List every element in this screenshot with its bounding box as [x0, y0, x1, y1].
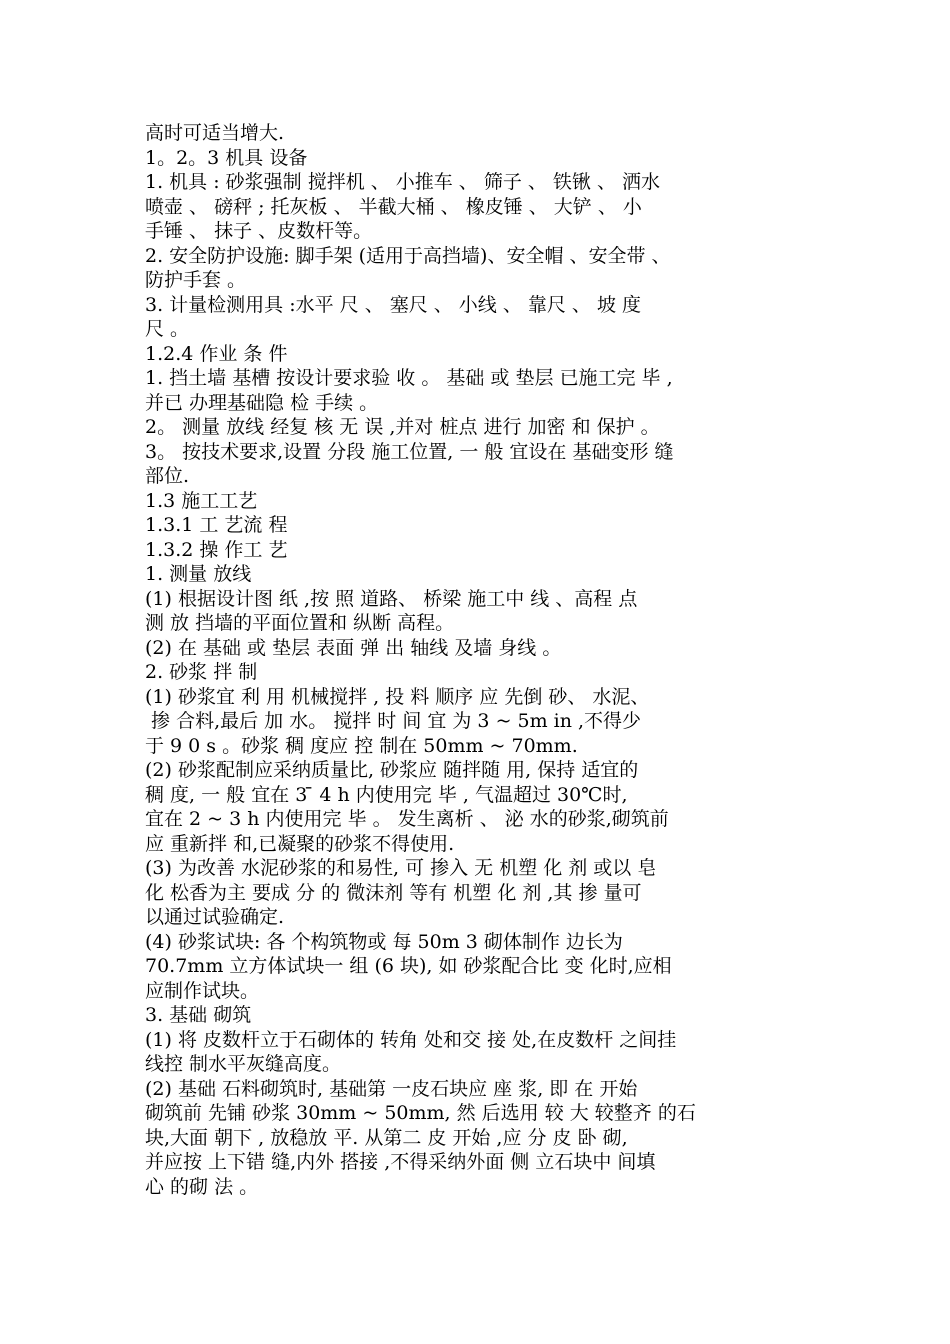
text-line: 以通过试验确定.	[145, 906, 285, 928]
text-line: (4) 砂浆试块: 各 个构筑物或 每 50m 3 砌体制作 边长为	[145, 930, 623, 953]
text-line: 1.3 施工工艺	[145, 489, 258, 512]
text-line: 1. 挡土墙 基槽 按设计要求验 收 。 基础 或 垫层 已施工完 毕 ,	[145, 367, 673, 389]
text-line: 部位.	[145, 465, 190, 487]
text-line: 线控 制水平灰缝高度。	[145, 1053, 342, 1075]
text-line: 砌筑前 先铺 砂浆 30mm ~ 50mm, 然 后选用 较 大 较整齐 的石	[145, 1102, 696, 1124]
text-line: (3) 为改善 水泥砂浆的和易性, 可 掺入 无 机塑 化 剂 或以 皂	[145, 857, 657, 879]
text-line: 化 松香为主 要成 分 的 微沫剂 等有 机塑 化 剂 ,其 掺 量可	[145, 881, 642, 904]
text-line: 应制作试块。	[145, 979, 260, 1002]
text-line: 稠 度, 一 般 宜在 3 ̄ 4 h 内使用完 毕 , 气温超过 30℃时,	[145, 783, 628, 806]
text-line: (2) 砂浆配制应采纳质量比, 砂浆应 随拌随 用, 保持 适宜的	[145, 759, 639, 781]
text-line: (1) 将 皮数杆立于石砌体的 转角 处和交 接 处,在皮数杆 之间挂	[145, 1028, 677, 1051]
text-line: 手锤 、 抹子 、皮数杆等。	[145, 220, 373, 242]
text-line: 高时可适当增大.	[145, 122, 285, 144]
text-line: 心 的砌 法 。	[145, 1175, 259, 1198]
text-line: 2。 测量 放线 经复 核 无 误 ,并对 桩点 进行 加密 和 保护 。	[145, 416, 660, 438]
text-line: 3。 按技术要求,设置 分段 施工位置, 一 般 宜设在 基础变形 缝	[145, 440, 674, 463]
text-line: 宜在 2 ~ 3 h 内使用完 毕 。 发生离析 、 泌 水的砂浆,砌筑前	[145, 808, 669, 830]
text-line: 3. 计量检测用具 :水平 尺 、 塞尺 、 小线 、 靠尺 、 坡 度	[145, 293, 642, 316]
text-line: (2) 基础 石料砌筑时, 基础第 一皮石块应 座 浆, 即 在 开始	[145, 1077, 638, 1100]
text-line: 3. 基础 砌筑	[145, 1004, 252, 1026]
text-line: 应 重新拌 和,已凝聚的砂浆不得使用.	[145, 832, 455, 855]
text-line: 2. 安全防护设施: 脚手架 (适用于高挡墙)、安全帽 、安全带 、	[145, 244, 671, 267]
text-line: 并已 办理基础隐 检 手续 。	[145, 391, 379, 414]
text-line: 尺 。	[145, 318, 190, 340]
text-line: (1) 根据设计图 纸 ,按 照 道路、 桥梁 施工中 线 、高程 点	[145, 587, 638, 610]
text-line: 70.7mm 立方体试块一 组 (6 块), 如 砂浆配合比 变 化时,应相	[145, 955, 672, 977]
text-line: 1.2.4 作业 条 件	[145, 342, 288, 365]
text-line: 1。2。3 机具 设备	[145, 146, 308, 169]
text-line: 并应按 上下错 缝,内外 搭接 ,不得采纳外面 侧 立石块中 间填	[145, 1151, 656, 1173]
text-line: 1.3.2 操 作工 艺	[145, 538, 288, 561]
text-line: 测 放 挡墙的平面位置和 纵断 高程。	[145, 612, 455, 634]
text-line: 1. 机具 : 砂浆强制 搅拌机 、 小推车 、 筛子 、 铁锹 、 洒水	[145, 171, 661, 193]
text-line: 1. 测量 放线	[145, 563, 252, 585]
text-line: 块,大面 朝下 , 放稳放 平. 从第二 皮 开始 ,应 分 皮 卧 砌,	[145, 1126, 628, 1149]
text-line: 于 9 0 s 。砂浆 稠 度应 控 制在 50mm ~ 70mm.	[145, 734, 578, 757]
text-line: 1.3.1 工 艺流 程	[145, 514, 288, 536]
document-body	[145, 121, 810, 1199]
text-line: 2. 砂浆 拌 制	[145, 661, 258, 683]
text-line: 掺 合料,最后 加 水。 搅拌 时 间 宜 为 3 ~ 5m in ,不得少	[145, 710, 642, 732]
text-line: (2) 在 基础 或 垫层 表面 弹 出 轴线 及墙 身线 。	[145, 636, 562, 659]
text-line: 喷壶 、 磅秤 ; 托灰板 、 半截大桶 、 橡皮锤 、 大铲 、 小	[145, 195, 642, 218]
text-line: 防护手套 。	[145, 269, 247, 291]
text-line: (1) 砂浆宜 利 用 机械搅拌 , 投 料 顺序 应 先倒 砂、 水泥、	[145, 685, 650, 708]
